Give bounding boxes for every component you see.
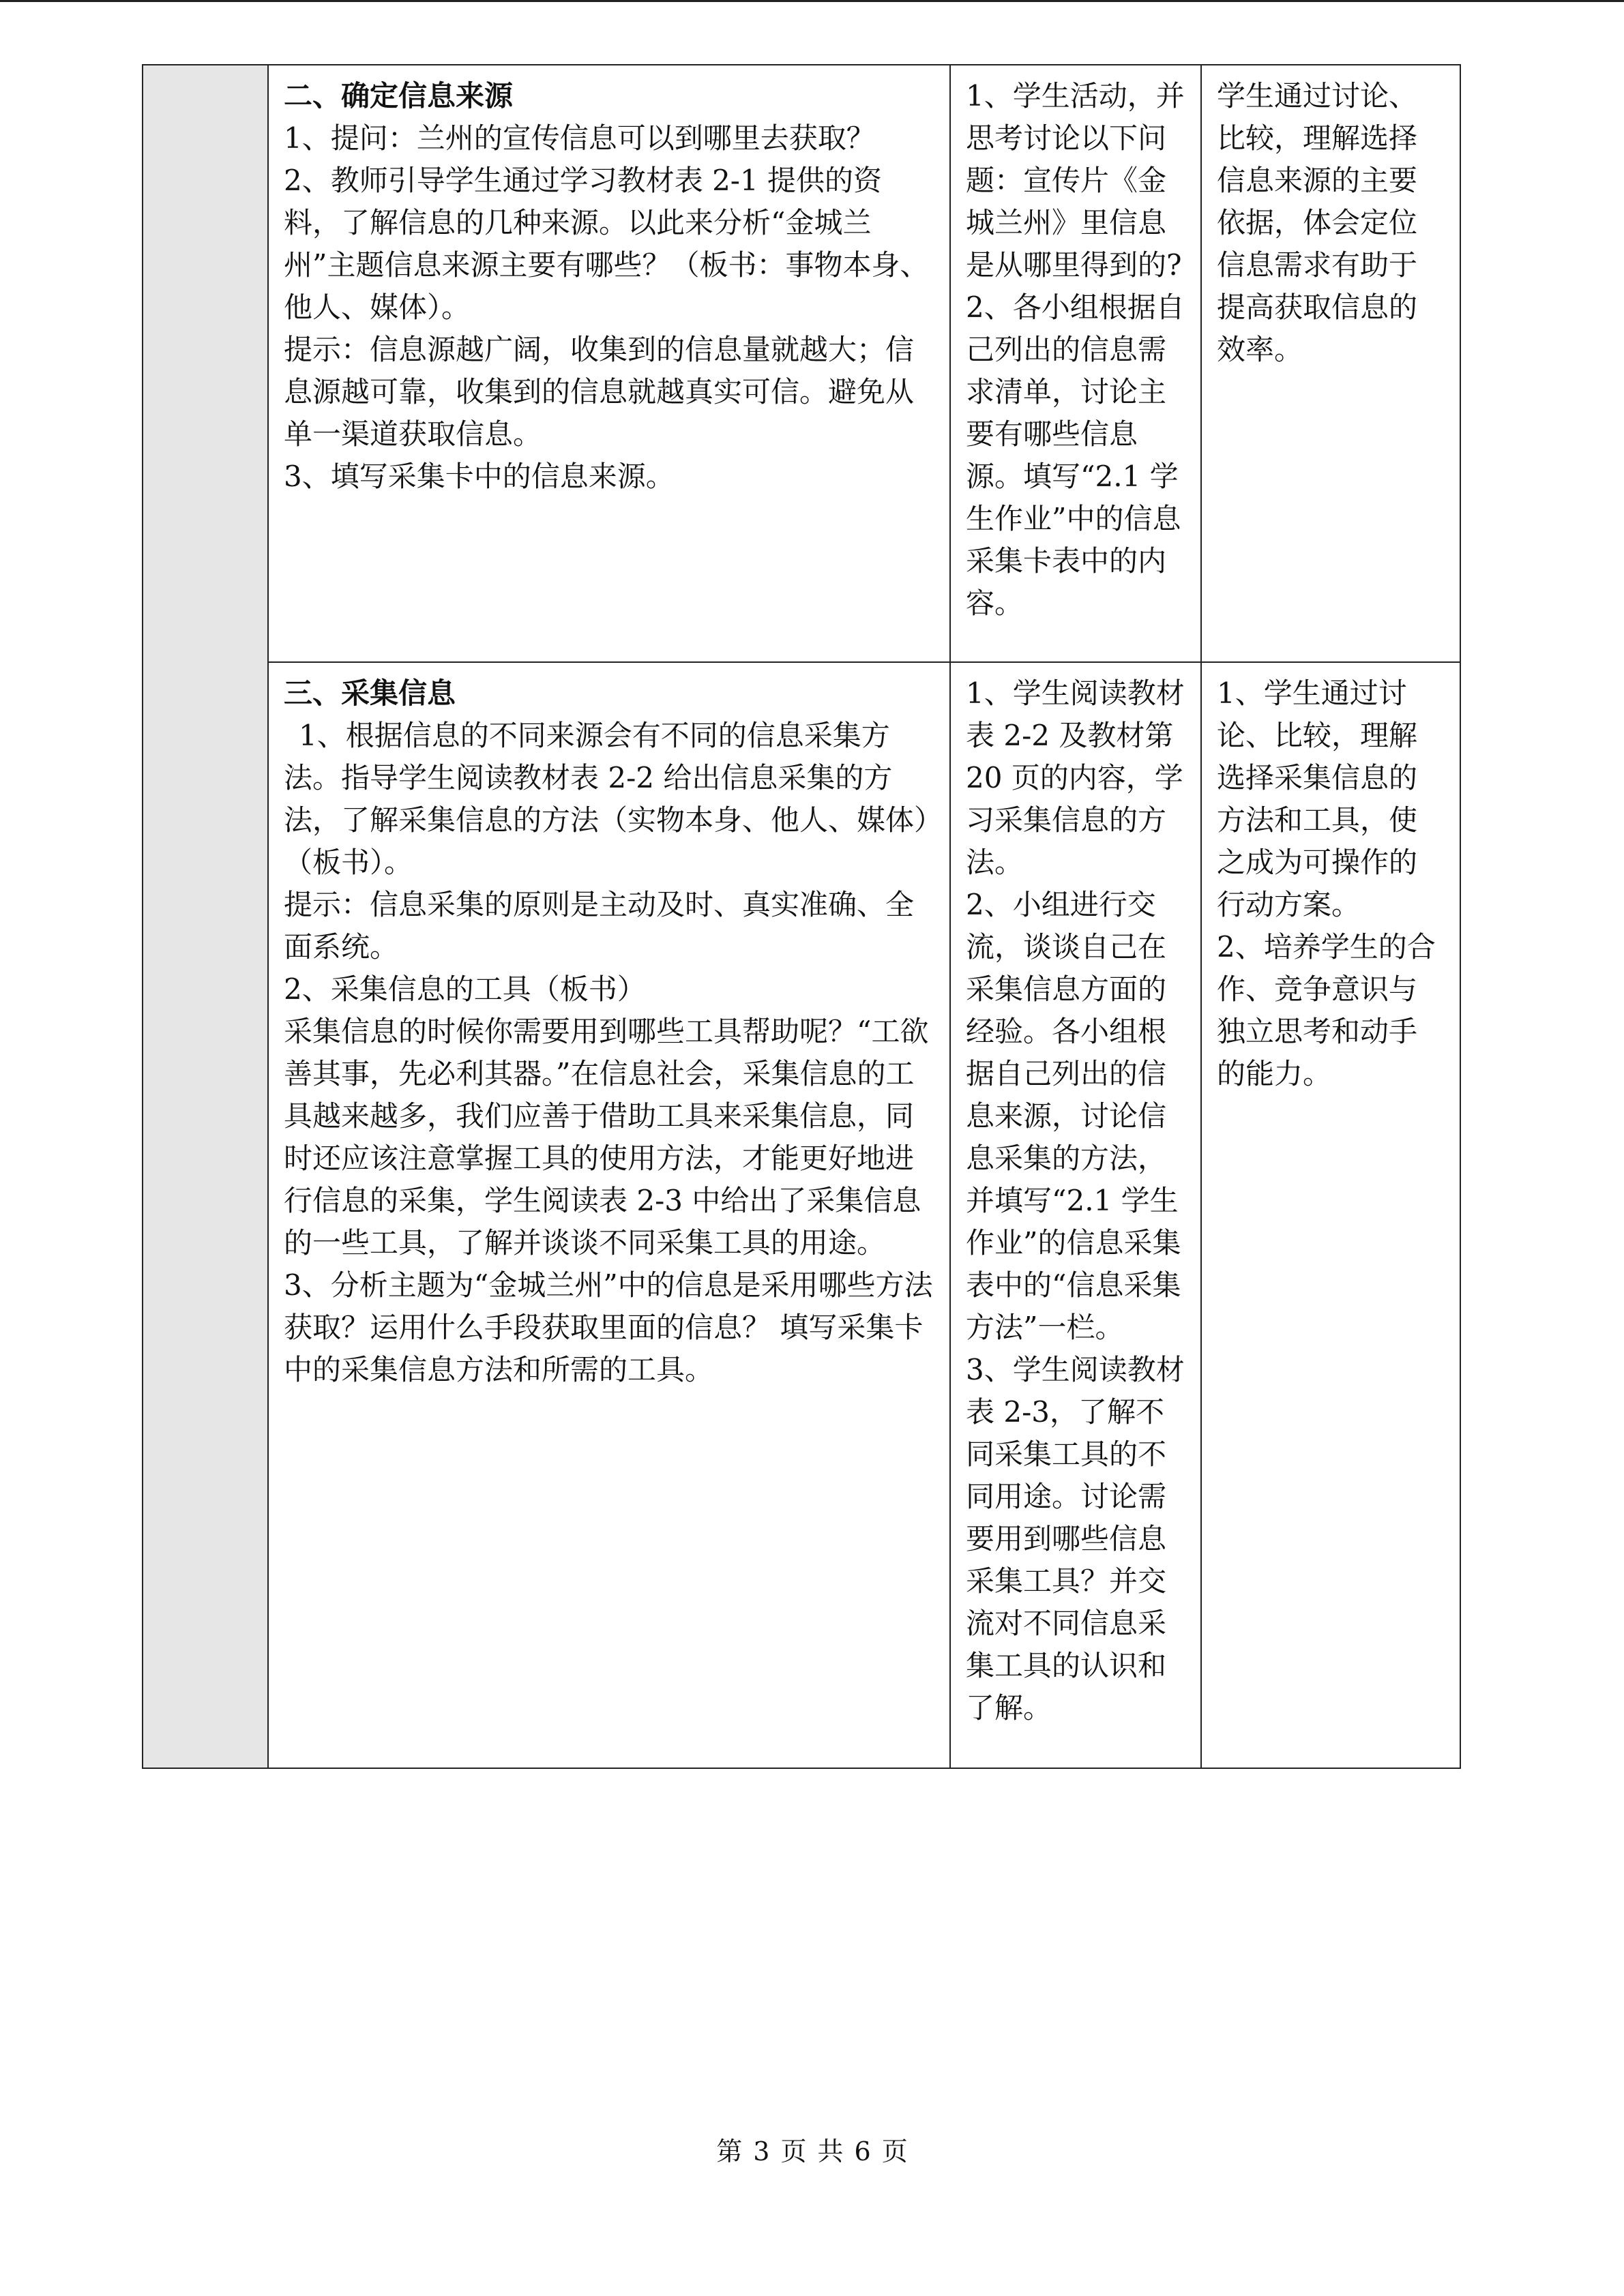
design-intent-paragraph: 学生通过讨论、比较，理解选择信息来源的主要依据，体会定位信息需求有助于提高获取信息的效率。 xyxy=(1217,79,1418,366)
student-activity-paragraph: 2、小组进行交流，谈谈自己在采集信息方面的经验。各小组根据自己列出的信息来源，讨论信息采集的方法，并填写“2.1 学生作业”的信息采集表中的“信息采集方法”一栏。 xyxy=(966,888,1181,1344)
footer-page-unit: 页 xyxy=(780,2136,807,2166)
section-title: 二、确定信息来源 xyxy=(284,79,514,113)
content-paragraph: 1、根据信息的不同来源会有不同的信息采集方法。指导学生阅读教材表 2-2 给出信息采集的方法，了解采集信息的方法（实物本身、他人、媒体）（板书）。 xyxy=(284,719,929,879)
content-paragraph: 3、分析主题为“金城兰州”中的信息是采用哪些方法获取？运用什么手段获取里面的信息？ 填写采集卡中的采集信息方法和所需的工具。 xyxy=(284,1268,933,1386)
content-paragraph: 1、提问：兰州的宣传信息可以到哪里去获取？ xyxy=(284,121,875,155)
student-activity-paragraph: 1、学生活动，并思考讨论以下问题：宣传片《金城兰州》里信息是从哪里得到的? xyxy=(966,79,1185,282)
footer-total-pages: 6 xyxy=(854,2136,871,2166)
student-activity-cell xyxy=(950,662,1201,1768)
content-paragraph: 2、采集信息的工具（板书） xyxy=(284,972,646,1006)
content-paragraph: 3、填写采集卡中的信息来源。 xyxy=(284,460,675,493)
student-activity-paragraph: 1、学生阅读教材表 2-2 及教材第 20 页的内容，学习采集信息的方法。 xyxy=(966,676,1185,879)
content-paragraph: 2、教师引导学生通过学习教材表 2-1 提供的资料，了解信息的几种来源。以此来分析“金城兰州”主题信息来源主要有哪些？（板书：事物本身、他人、媒体）。 xyxy=(284,164,929,324)
student-activity-cell xyxy=(950,65,1201,662)
teaching-content-cell xyxy=(268,662,950,1768)
footer-suffix: 页 xyxy=(881,2136,908,2166)
page-footer xyxy=(0,2130,1624,2168)
lesson-plan-table xyxy=(142,64,1461,1769)
section-title: 三、采集信息 xyxy=(284,676,456,710)
top-rule xyxy=(0,0,1624,2)
footer-page-number: 3 xyxy=(753,2136,770,2166)
student-activity-paragraph: 3、学生阅读教材表 2-3，了解不同采集工具的不同用途。讨论需要用到哪些信息采集工具？并交流对不同信息采集工具的认识和了解。 xyxy=(966,1353,1185,1725)
footer-total-label: 共 xyxy=(817,2136,844,2166)
footer-prefix: 第 xyxy=(716,2136,743,2166)
stage-column-cell xyxy=(143,65,268,1768)
content-paragraph: 提示：信息源越广阔，收集到的信息量就越大；信息源越可靠，收集到的信息就越真实可信。避免从单一渠道获取信息。 xyxy=(284,333,915,451)
table-row-sources xyxy=(143,65,1460,662)
design-intent-cell xyxy=(1201,662,1460,1768)
student-activity-paragraph: 2、各小组根据自己列出的信息需求清单，讨论主要有哪些信息源。填写“2.1 学生作业”中的信息采集卡表中的内容。 xyxy=(966,290,1185,620)
content-paragraph: 采集信息的时候你需要用到哪些工具帮助呢？“工欲善其事，先必利其器。”在信息社会，采集信息的工具越来越多，我们应善于借助工具来采集信息，同时还应该注意掌握工具的使用方法，才能更好地进行信息的采集，学生阅读表 2-3 中给出了采集信息的一些工具，了解并谈谈不同采集工具的用途。 xyxy=(284,1015,929,1259)
content-paragraph: 提示：信息采集的原则是主动及时、真实准确、全面系统。 xyxy=(284,888,915,964)
design-intent-paragraph: 1、学生通过讨论、比较，理解选择采集信息的方法和工具，使之成为可操作的行动方案。 xyxy=(1217,676,1418,921)
design-intent-paragraph: 2、培养学生的合作、竞争意识与独立思考和动手的能力。 xyxy=(1217,930,1436,1090)
table-row-collect xyxy=(143,662,1460,1768)
teaching-content-cell xyxy=(268,65,950,662)
design-intent-cell xyxy=(1201,65,1460,662)
